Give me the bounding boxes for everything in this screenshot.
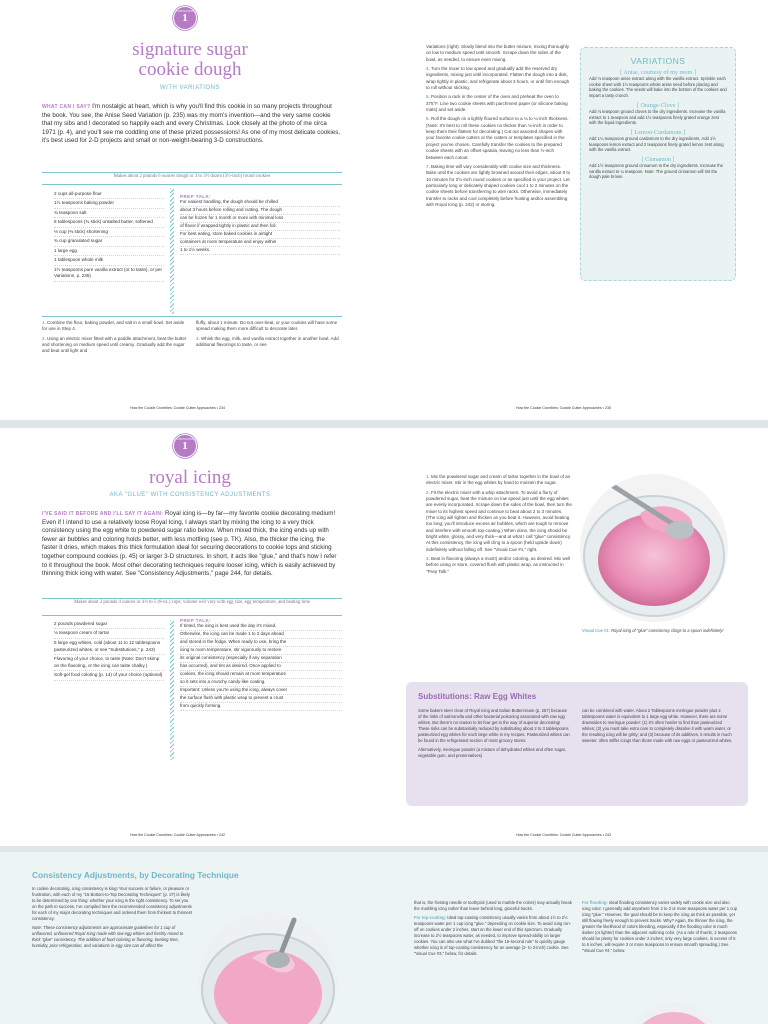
steps-rule [42, 316, 342, 317]
ingredient-item: ¾ cup granulated sugar [54, 237, 164, 246]
top-coating-lead: For top-coating: [414, 915, 447, 920]
title-line-2: cookie dough [138, 59, 242, 80]
steps-column-1: 1. Combine the flour, baking powder, and salt in a small bowl. Set aside for use in Step 4. 2. Using an electric mixer fitted with a paddle attachment, beat the butter and shortening on medium speed until creamy. Gradually add the sugar and beat until light and [42, 320, 187, 354]
prep-line: the surface flush with plastic wrap to prevent a crust [180, 695, 342, 703]
prep-line: so it sets into a crunchy candy-like coating. [180, 679, 342, 687]
ingredient-item: 2 pounds powdered sugar [54, 620, 164, 629]
prep-heading: PREP TALK: [180, 194, 212, 199]
caption-lead: Visual Cue #1: [582, 628, 610, 633]
ingredient-item: Flavoring of your choice, to taste (Note: Don't skimp on the flavoring, or the icing can taste chalky.) [54, 655, 164, 671]
variation-text: Add 1½ teaspoons ground cinnamon to the dry ingredients. Increase the vanilla extract to ¼ teaspoon. Note: The ground cinnamon will tint the dough pale brown. [589, 163, 724, 180]
consistency-mid-column [414, 900, 574, 957]
badge-number: 1 [182, 12, 188, 24]
recipe-title: royal icing [149, 467, 231, 488]
prep-line: and stored in the fridge. When ready to use, bring the [180, 639, 342, 647]
ingredient-item: ⅓ cup (⅔ stick) shortening [54, 228, 164, 237]
yield-note: Makes about 2 pounds 6 ounces dough or 3 to 3½ dozen (3½-inch) round cookies [113, 174, 271, 179]
consistency-text: In cookie decorating, icing consistency is king! Your success or failure, or pleasure or frustration, with each of my "15 Bottom-to-Top Decorating Techniques" (p. 27) is likely to be determined by one thing: whether your icing is the right consistency. To set you on the path to success, I've compiled here the recommended consistency adjustments for each of my major decorating techniques and ordered them from thickest to thinnest consistency. [32, 886, 192, 921]
prep-heading: PREP TALK: [180, 618, 212, 623]
prep-line: has occurred), and tint as desired. Once applied to [180, 663, 342, 671]
variation-text: Add ⅛ teaspoon anise extract along with the vanilla extract. Sprinkle each cookie sheet with 1½ teaspoons whole anise seed before placing and baking the cookies. The seeds will bake into the bottom of the cookies and impart a tasty crunch. [589, 76, 727, 99]
prep-line: from quickly forming. [180, 703, 342, 711]
flooding-lead: For flooding: [582, 900, 608, 905]
ingredient-item: ¾ teaspoon salt [54, 209, 164, 218]
substitutions-col-2: can be combined with water. About 2 Tablespoons meringue powder plus 2 tablespoons water is equivalent to 1 large egg white. However, there are some downsides to meringue powder: (1) it's often harder to find than pasteurized whites; (2) you must take extra care to completely dissolve it with warm water, or the resulting icing will be gritty; and (3) because of its additives, it results in much sweeter, often stiffer icings than those made with raw eggs or pasteurized whites. [582, 708, 733, 743]
page-footer: How the Cookie Crumbles: Cookie Cutter Approaches • 243 [516, 833, 611, 837]
ingredient-item: 1½ teaspoons baking powder [54, 199, 164, 208]
step-7-text: Baking time will vary considerably with cookie size and thickness. Bake until the cookies are lightly browned around their edges, about 8 to 10 minutes for 2½-inch round cookies or as specified in your project. Let particularly long or delicately shaped cookies cool 1 to 2 minutes on the cookie sheets before transferring to wire racks. Otherwise, immediately transfer to racks and cool completely before frosting and/or assembling with Royal Icing (p. 242) or storing. [426, 163, 571, 207]
prep-line: 1 to 1½ weeks. [180, 247, 340, 255]
yield-rule-top [42, 598, 342, 599]
recipe-title [40, 40, 340, 80]
ingredient-list [54, 620, 164, 681]
prep-line: its original consistency (especially if any separation [180, 655, 342, 663]
ingredient-item: 1 tablespoon whole milk [54, 256, 164, 265]
variation-text: Add ⅛ teaspoon ground cloves to the dry ingredients. Increase the vanilla extract to 1 teaspoon and add 1½ teaspoons finely grated orange zest with the liquid ingredients. [589, 108, 726, 126]
prep-talk [180, 618, 342, 711]
spoon-icing-photo [198, 912, 338, 1024]
ingredient-item: 1 large egg [54, 247, 164, 256]
page-235 [384, 0, 768, 420]
icing-bowl-illustration [580, 474, 728, 622]
prep-line: about 3 hours before rolling and cutting. The dough [180, 207, 340, 215]
variation-name: [ Orange-Clove ] [636, 101, 680, 109]
intro-paragraph [42, 103, 342, 146]
prep-line: For easiest handling, the dough should be chilled [180, 199, 340, 207]
step-2-continued: fluffy, about 1 minute. Do not over-beat, or your cookies will have some spread making them more difficult to decorate later. [196, 320, 338, 332]
prep-line: of flavor if wrapped tightly in plastic and then foil. [180, 223, 340, 231]
step-3-text: Whisk the egg, milk, and vanilla extract together in another bowl. Add additional flavorings to taste, or see [196, 335, 339, 348]
intro-lead: I'VE SAID IT BEFORE AND I'LL SAY IT AGAIN: [42, 511, 164, 517]
page-234 [0, 0, 384, 420]
section-title: Consistency Adjustments, by Decorating Technique [32, 870, 239, 880]
page-244-245 [0, 852, 768, 1024]
intro-paragraph [42, 510, 342, 579]
intro-text: I'm nostalgic at heart, which is why you'll find this cookie in so many projects throughout the book. You see, the Anise Seed Variation (p. 235) was my mom's invention—and the very same cookie that my sibs and I decorated so happily each and every Christmas. Look closely at the photo of me circa 1971 (p. 4), and you'll see me coddling one of these prized possessions! As one of my most delicate cookies, it's best used for 2-D projects and small or non-weight-bearing 3-D constructions. [42, 103, 341, 145]
recipe-subtitle: WITH VARIATIONS [160, 85, 220, 91]
prep-line: If tinted, the icing is best used the day it's mixed. [180, 623, 342, 631]
ingredient-item: 1½ teaspoons pure vanilla extract (or to taste), or per Variations, p. 235) [54, 266, 164, 282]
badge-label: SUPERSONIC [176, 438, 194, 441]
prep-line: For best eating, store baked cookies in airtight [180, 231, 340, 239]
prep-lines [180, 623, 342, 711]
supersonic-badge [173, 6, 197, 30]
ingredient-list [54, 190, 164, 282]
intro-lead: WHAT CAN I SAY? [42, 104, 91, 110]
zigzag-divider [170, 188, 174, 314]
flooding-photo [626, 1002, 722, 1024]
consistency-note: Note: These consistency adjustments are approximate guidelines for 1 cup of unflavored, unflavored Royal Icing made with raw egg whites and freshly mixed to thick "glue" consistency. The addition of food coloring or flavoring, beating time, humidity, prior refrigeration, and variations in egg size can all affect the [32, 925, 184, 948]
title-line-1: signature sugar [132, 39, 248, 60]
prep-line: Important: Unless you're using the icing, always cover [180, 687, 342, 695]
variations-list [581, 69, 735, 180]
yield-rule-bottom [42, 615, 342, 616]
prep-lines [180, 199, 340, 255]
variation-text: Add 1¼ teaspoons ground cardamom to the dry ingredients. Add 1½ teaspoons lemon extract and 2 teaspoons finely grated lemon zest along with the vanilla extract. [589, 135, 724, 153]
ingredient-item: 6 tablespoons (¾ stick) unsalted butter, softened [54, 218, 164, 227]
top-coating-text: Ideal top-coating consistency usually varies from about 1½ to 2½ teaspoons water per 1 cup icing "glue," depending on cookie size. To avoid icing run-off on cookies under 2 inches, start on the lower end of this spectrum. Gradually increase to 2½ teaspoons water, as needed, to improve spread-ability on larger cookies. You can also use what I've dubbed "the 15-second rule" to quickly gauge whether icing is of top-coating consistency for an average (2- to 3-inch) cookie. See "Visual Cue #3," below, for details. [414, 915, 572, 956]
prep-talk [180, 194, 340, 255]
yield-note: Makes about 2 pounds 4 ounces or 4⅔ to 5 (8-oz.) cups; volume will vary with egg size, egg temperature, and beating time [73, 600, 311, 605]
step-2-text: Fit the electric mixer with a whip attachment. To avoid a flurry of powdered sugar, beat the mixture on low speed just until the egg whites are evenly incorporated. Scrape down the sides of the bowl, then turn the mixer to its highest speed and continue to beat about 2 to 3 minutes. (The icing will lighten and thicken as you beat it. However, avoid beating too long; you'll introduce excess air bubbles, which are tough to remove and interfere with smooth top-coating.) When done, the icing should be bright white, glossy, and very thick—and at what I call "glue" consistency. At this consistency, the icing will cling to a spoon (held upside down) indefinitely without falling off. See "Visual Cue #1," right. [426, 489, 572, 552]
ingredient-item: Soft-gel food coloring (p. 14) of your choice (optional) [54, 671, 164, 680]
variation-name: [ Lemon-Cardamom ] [630, 128, 686, 136]
substitutions-text: Some bakers steer clear of Royal Icing and Italian Buttercream (p. 257) because of the risks of salmonella and other bacterial poisoning associated with raw egg whites. But there's no reason to let fear get in the way of superior decorating! These risks can be substantially reduced by substituting about 2 to 3 tablespoons pasteurized egg whites for each large white in my recipes. Pasteurized whites can be found in the refrigerated section of most grocery stores. [418, 708, 570, 743]
prep-line: icing to room temperature, stir vigorously to restore [180, 647, 342, 655]
step-3-text: Beat in flavoring (always a must!) and/or coloring, as desired. Mix well before using or store, covered flush with plastic wrap, as instructed in "Prep Talk." [426, 556, 571, 574]
caption-text: Royal icing of "glue" consistency clings to a spoon indefinitely! [611, 628, 724, 633]
zigzag-divider [170, 620, 174, 760]
substitutions-text: Alternatively, meringue powder (a mixture of dehydrated whites and often sugar, vegetable gum, and preservatives) [418, 747, 566, 758]
substitutions-col-1 [418, 708, 570, 759]
page-footer: How the Cookie Crumbles: Cookie Cutter Approaches • 235 [516, 406, 611, 410]
page-243 [384, 428, 768, 846]
prep-line: can be frozen for 1 month or more with minimal loss [180, 215, 340, 223]
spoon-icing-illustration [198, 912, 338, 1024]
steps-continued: Variations (right). Slowly blend into the butter mixture, mixing thoroughly on low to medium speed until smooth. Scrape down the sides of the bowl, as needed, to ensure even mixing. 4. Turn the mixer to low speed and gradually add the reserved dry ingredients, mixing just until incorporated. Flatten the dough into a disk, wrap tightly in plastic, and refrigerate about 3 hours, or until firm enough to roll without sticking. 5. Position a rack in the center of the oven and preheat the oven to 375°F. Line two cookie sheets with parchment paper (or silicone baking mats) and set aside. 6. Roll the dough on a lightly floured surface to a ⅛ to ¼-inch thickness. (Note: It's best to roll these cookies no thicker than ⅛-inch in order to keep them their flattest for decorating.) Cut out assorted shapes with your favorite cookie cutters or the cutters or templates specified in the project you've chosen. Carefully transfer the cookies to the prepared cookie sheets with an offset spatula, leaving no less than ½-inch between each cutout. 7. Baking time will vary considerably with cookie size and thickness. Bake until the cookies are lightly browned around their edges, about 8 to 10 minutes for 2½-inch round cookies or as specified in your project. Let particularly long or delicately shaped cookies cool 1 to 2 minutes on the cookie sheets before transferring to wire racks. Otherwise, immediately transfer to racks and cool completely before frosting and/or assembling with Royal Icing (p. 242) or storing. [426, 44, 571, 207]
prep-line: containers at room temperature and enjoy within [180, 239, 340, 247]
step-4-text: Turn the mixer to low speed and gradually add the reserved dry ingredients, mixing just until incorporated. Flatten the dough into a disk, wrap tightly in plastic, and refrigerate about 3 hours, or until firm enough to roll without sticking. [426, 66, 570, 91]
substitutions-box [406, 682, 748, 806]
step-5-text: Position a rack in the center of the oven and preheat the oven to 375°F. Line two cookie sheets with parchment paper (or silicone baking mats) and set aside. [426, 94, 568, 113]
supersonic-badge [173, 434, 197, 458]
variations-box [580, 47, 736, 281]
ingredient-item: 2 cups all-purpose flour [54, 190, 164, 199]
variation-name: [ Cinnamon ] [641, 156, 675, 164]
step-1-text: Mix the powdered sugar and cream of tartar together in the bowl of an electric mixer. Stir in the egg whites by hand to moisten the sugar. [426, 474, 571, 486]
consistency-text: that is, the frosting needle or toothpick (used to marble the colors) may actually break the marbling icing rather than leave behind long, graceful tracks. [414, 900, 572, 911]
flooding-illustration [626, 1002, 722, 1024]
ingredient-item: 5 large egg whites, cold (about 11 to 12 tablespoons pasteurized whites, or see "Substitutions," p. 243) [54, 639, 164, 655]
step-2-text: Using an electric mixer fitted with a paddle attachment, beat the butter and shortening on medium speed until creamy. Gradually add the sugar and beat until light and [42, 335, 187, 354]
badge-number: 1 [182, 440, 188, 452]
step-6-text: Roll the dough on a lightly floured surface to a ⅛ to ¼-inch thickness. (Note: It's best to roll these cookies no thicker than ⅛-inch in order to keep them their flattest for decorating.) Cut out assorted shapes with your favorite cookie cutters or the cutters or templates specified in the project you've chosen. Carefully transfer the cookies to the prepared cookie sheets with an offset spatula, leaving no less than ½-inch between each cutout. [426, 116, 569, 160]
yield-rule-bottom [42, 184, 342, 185]
page-footer: How the Cookie Crumbles: Cookie Cutter Approaches • 242 [130, 833, 225, 837]
substitutions-title: Substitutions: Raw Egg Whites [418, 692, 537, 701]
badge-label: SUPERSONIC [176, 10, 194, 13]
page-footer: How the Cookie Crumbles: Cookie Cutter Approaches • 234 [130, 406, 225, 410]
prep-line: Otherwise, the icing can be made 1 to 2 days ahead [180, 631, 342, 639]
step-3-continued: Variations (right). Slowly blend into the butter mixture, mixing thoroughly on low to medium speed until smooth. Scrape down the sides of the bowl, as needed, to ensure even mixing. [426, 44, 569, 62]
consistency-intro [32, 886, 192, 949]
recipe-subtitle: AKA "GLUE" WITH CONSISTENCY ADJUSTMENTS [109, 492, 271, 498]
flooding-text: Ideal flooding consistency varies widely with cookie size and also icing color. I generally add anywhere from 2 to 3 or more teaspoons water per 1 cup icing "glue." However, the goal should be to keep the icing as thick as possible, yet still flowing freely enough to prevent tracks. Why? Again, the thinner the icing, the greater the likelihood of colors bleeding, especially if the flooding color is much darker (or lighter) than the adjacent outlining color. (As a rule of thumb, 2 teaspoons should be plenty for cookies under 2 inches; only very large cookies, in excess of 5 to 6 inches, will require 3 or more teaspoons to ensure smooth spreading.) See "Visual Cue #4," below. [582, 900, 738, 953]
icing-bowl-photo [580, 474, 728, 622]
variation-name: [ Anise, courtesy of my mom ] [620, 69, 696, 76]
prep-line: cookies, the icing should remain at room temperature [180, 671, 342, 679]
consistency-right-column [582, 900, 738, 954]
ingredient-item: ⅛ teaspoon cream of tartar [54, 629, 164, 638]
step-1-text: Combine the flour, baking powder, and salt in a small bowl. Set aside for use in Step 4. [42, 320, 185, 332]
page-242 [0, 428, 384, 846]
steps-column-2: fluffy, about 1 minute. Do not over-beat, or your cookies will have some spread making them more difficult to decorate later. 3. Whisk the egg, milk, and vanilla extract together in another bowl. Add additional flavorings to taste, or see [196, 320, 342, 348]
intro-text: Royal icing is—by far—my favorite cookie decorating medium! Even if I intend to use a relatively loose Royal Icing, I always start by mixing the icing to a very thick consistency using the egg white to powdered sugar ratio below. When mixed thick, the icing ends up with fewer air bubbles and coloring holds better, with less mottling (see p. TK). Also, the thicker the icing, the faster it dries, which makes this thick formulation ideal for securing decorations to cookie tops and sticking together compound cookies (p. 45) or larger 3-D structures. In short, it acts like "glue," and that's how I refer to it throughout the book. Most other decorating techniques require looser icing, which is easily achieved by thinning thick icing with water. See "Consistency Adjustments," page 244, for details. [42, 510, 337, 578]
variations-title: VARIATIONS [630, 56, 686, 66]
photo-caption [582, 628, 728, 633]
yield-rule-top [42, 172, 342, 173]
icing-steps: 1. Mix the powdered sugar and cream of tartar together in the bowl of an electric mixer. Stir in the egg whites by hand to moisten the sugar. 2. Fit the electric mixer with a whip attachment. To avoid a flurry of powdered sugar, beat the mixture on low speed just until the egg whites are evenly incorporated. Scrape down the sides of the bowl, then turn the mixer to its highest speed and continue to beat about 2 to 3 minutes. (The icing will lighten and thicken as you beat it. However, avoid beating too long; you'll introduce excess air bubbles, which are tough to remove and interfere with smooth top-coating.) When done, the icing should be bright white, glossy, and very thick—and at what I call "glue" consistency. At this consistency, the icing will cling to a spoon (held upside down) indefinitely without falling off. See "Visual Cue #1," right. 3. Beat in flavoring (always a must!) and/or coloring, as desired. Mix well before using or store, covered flush with plastic wrap, as instructed in "Prep Talk." [426, 474, 572, 574]
